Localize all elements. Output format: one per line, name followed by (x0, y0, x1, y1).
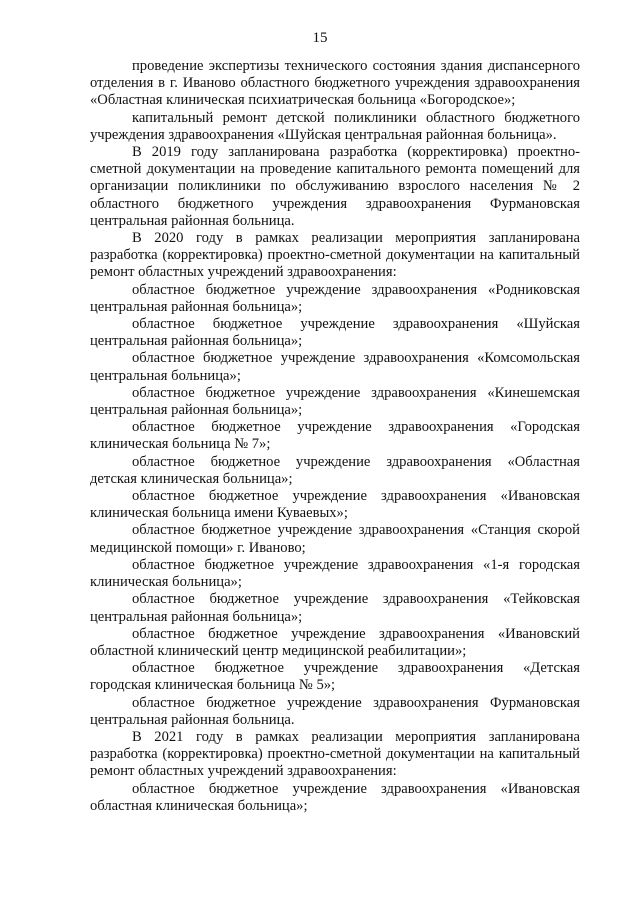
list-item: областное бюджетное учреждение здравоохранения «Кинешемская центральная районная больница»; (90, 384, 580, 419)
list-item: областное бюджетное учреждение здравоохранения «Детская городская клиническая больница № 5»; (90, 660, 580, 694)
page-number: 15 (312, 30, 328, 46)
paragraph-2019-plan: В 2019 году запланирована разработка (корректировка) проектно-сметной документации на проведение капитального ремонта помещений для организации поликлиники по обслуживанию взрослого населения № 2 областного бюджетного учреждения здравоохранения Фурмановская центральная районная больница. (90, 144, 580, 229)
document-body (90, 58, 580, 815)
list-item: областное бюджетное учреждение здравоохранения «Ивановская областная клиническая больница»; (90, 780, 580, 814)
list-item: областное бюджетное учреждение здравоохранения «Ивановская клиническая больница имени Куваевых»; (90, 488, 580, 522)
list-item: областное бюджетное учреждение здравоохранения «Областная детская клиническая больница»; (90, 453, 580, 487)
list-item: областное бюджетное учреждение здравоохранения «Ивановский областной клинический центр медицинской реабилитации»; (90, 625, 580, 659)
paragraph-2021-plan-intro: В 2021 году в рамках реализации мероприятия запланирована разработка (корректировка) проектно-сметной документации на капитальный ремонт областных учреждений здравоохранения: (90, 728, 580, 780)
paragraph-2020-plan-intro: В 2020 году в рамках реализации мероприятия запланирована разработка (корректировка) проектно-сметной документации на капитальный ремонт областных учреждений здравоохранения: (90, 230, 580, 281)
paragraph-repair-shuya-polyclinic: капитальный ремонт детской поликлиники областного бюджетного учреждения здравоохранения «Шуйская центральная районная больница». (90, 109, 580, 143)
list-item: областное бюджетное учреждение здравоохранения «1-я городская клиническая больница»; (90, 556, 580, 591)
list-item: областное бюджетное учреждение здравоохранения «Городская клиническая больница № 7»; (90, 419, 580, 453)
paragraph-expertise-bogorodskoe: проведение экспертизы технического состояния здания диспансерного отделения в г. Иваново областного бюджетного учреждения здравоохранения «Областная клиническая психиатрическая больница «Богородское»; (90, 58, 580, 109)
list-item: областное бюджетное учреждение здравоохранения «Шуйская центральная районная больница»; (90, 316, 580, 350)
list-item: областное бюджетное учреждение здравоохранения «Родниковская центральная районная больница»; (90, 281, 580, 315)
list-item: областное бюджетное учреждение здравоохранения «Станция скорой медицинской помощи» г. Иваново; (90, 522, 580, 556)
list-item: областное бюджетное учреждение здравоохранения «Тейковская центральная районная больница»; (90, 591, 580, 625)
list-item: областное бюджетное учреждение здравоохранения «Комсомольская центральная больница»; (90, 350, 580, 384)
list-item: областное бюджетное учреждение здравоохранения Фурмановская центральная районная больница. (90, 694, 580, 728)
